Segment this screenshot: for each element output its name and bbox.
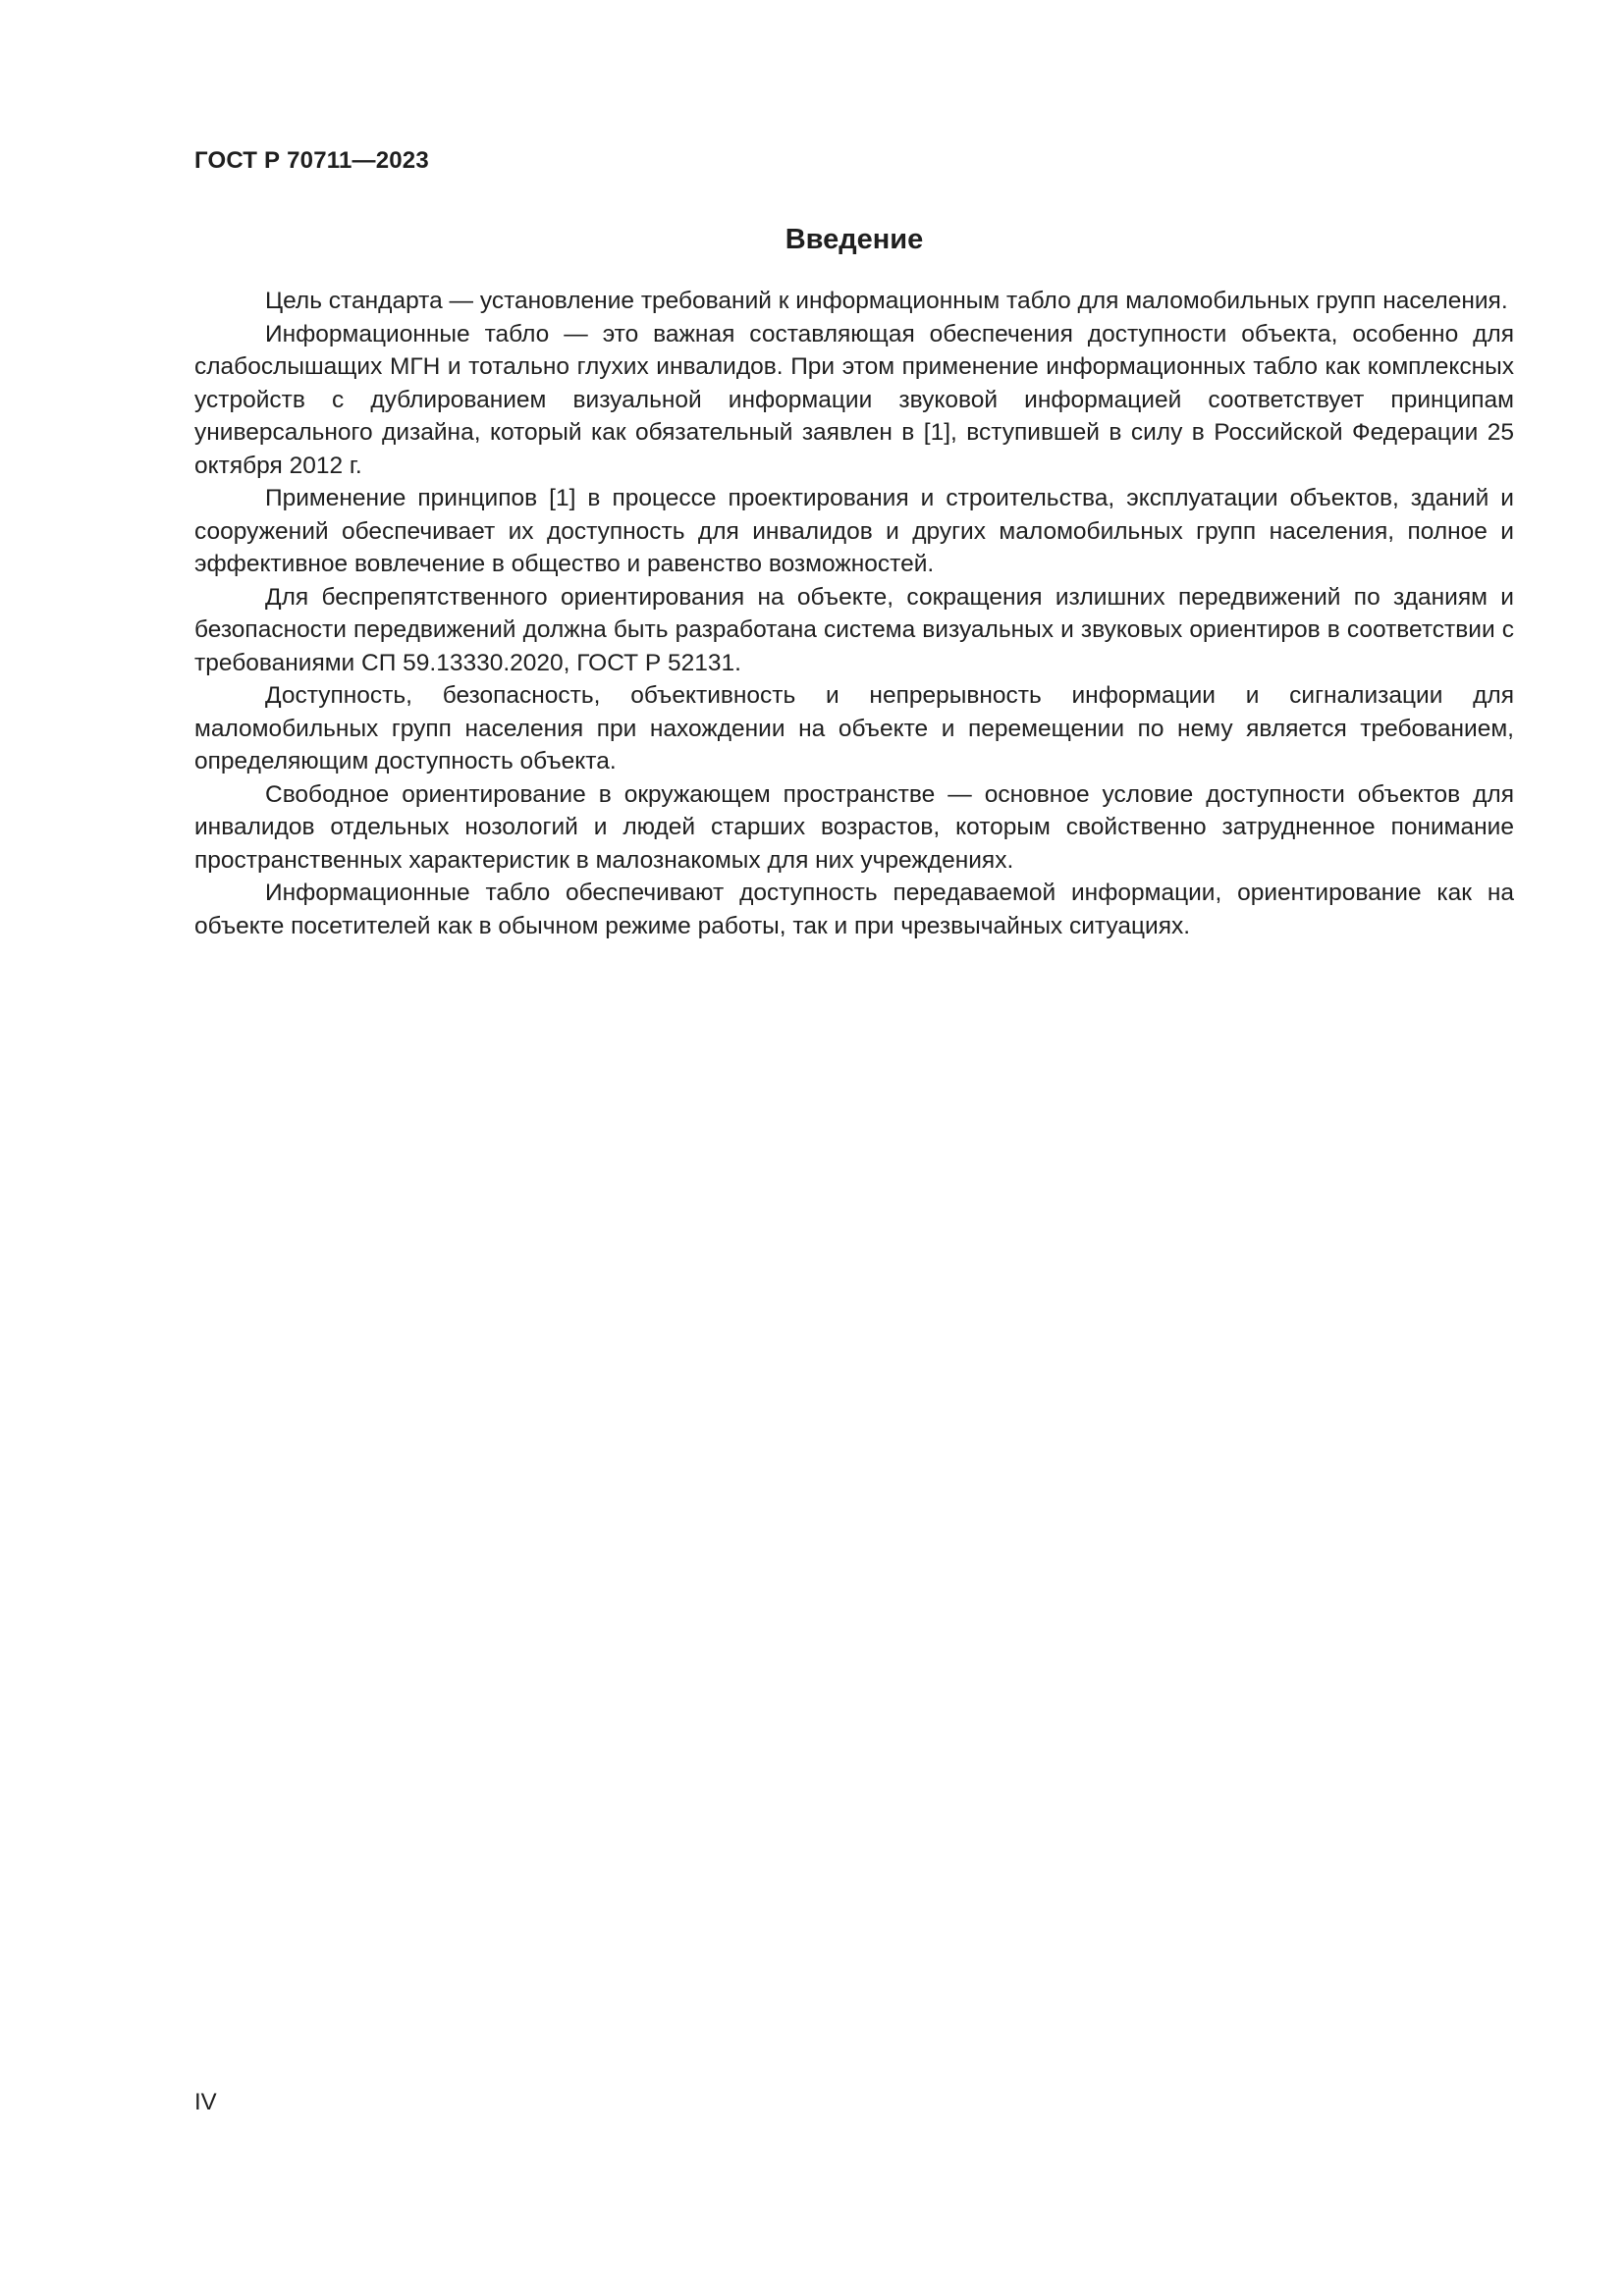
document-header: ГОСТ Р 70711—2023 (194, 147, 429, 174)
page-number: IV (194, 2089, 217, 2115)
paragraph: Свободное ориентирование в окружающем пространстве — основное условие доступности объектов для инвалидов отдельных нозологий и людей старших возрастов, которым свойственно затрудненное понимание пространственных характеристик в малознакомых для них учреждениях. (194, 780, 1514, 874)
paragraph: Информационные табло — это важная составляющая обеспечения доступности объекта, особенно для слабослышащих МГН и тотально глухих инвалидов. При этом применение информационных табло как комплексных устройств с дублированием визуальной информации звуковой информацией соответствует принципам универсального дизайна, который как обязательный заявлен в [1], вступившей в силу в Российской Федерации 25 октября 2012 г. (194, 320, 1514, 479)
paragraph: Применение принципов [1] в процессе проектирования и строительства, эксплуатации объектов, зданий и сооружений обеспечивает их доступность для инвалидов и других маломобильных групп населения, полное и эффективное вовлечение в общество и равенство возможностей. (194, 485, 1514, 577)
body-text (194, 285, 1514, 942)
paragraph: Информационные табло обеспечивают доступность передаваемой информации, ориентирование как на объекте посетителей как в обычном режиме работы, так и при чрезвычайных ситуациях. (194, 880, 1514, 939)
paragraph: Цель стандарта — установление требований к информационным табло для маломобильных групп населения. (265, 288, 1508, 314)
paragraph: Для беспрепятственного ориентирования на объекте, сокращения излишних передвижений по зданиям и безопасности передвижений должна быть разработана система визуальных и звуковых ориентиров в соответствии с требованиями СП 59.13330.2020, ГОСТ Р 52131. (194, 583, 1514, 676)
paragraph: Доступность, безопасность, объективность и непрерывность информации и сигнализации для маломобильных групп населения при нахождении на объекте и перемещении по нему является требованием, определяющим доступность объекта. (194, 682, 1514, 774)
section-title: Введение (785, 224, 924, 255)
